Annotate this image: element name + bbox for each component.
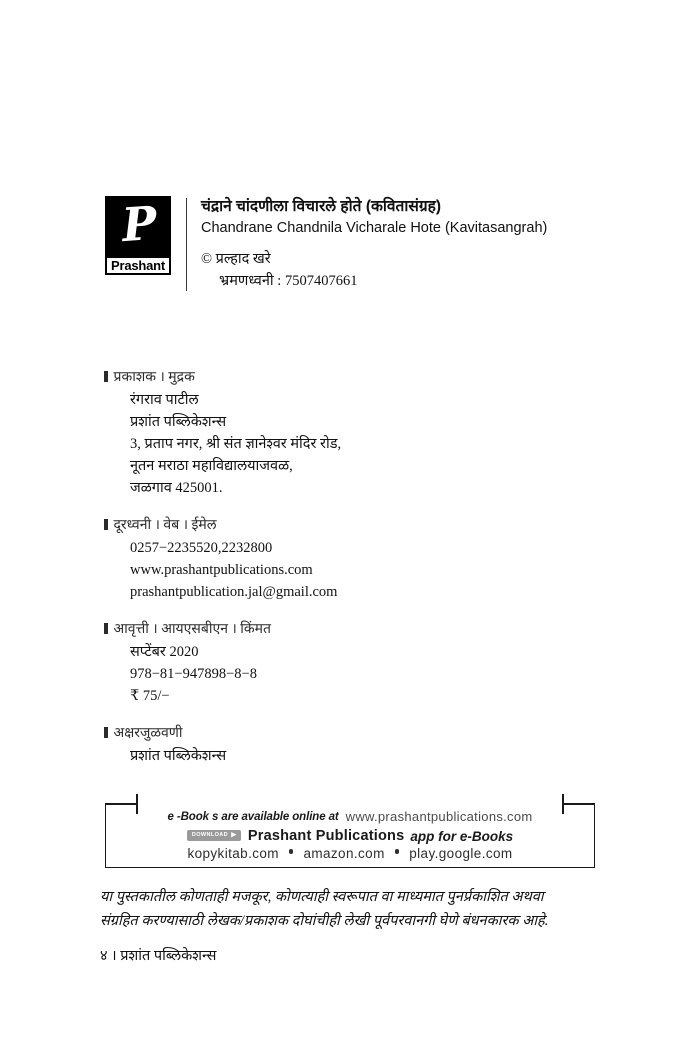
detail-lines [104,745,564,767]
imprint-details [104,368,564,767]
detail-line: प्रशांत पब्लिकेशन्स [130,414,227,430]
masthead [103,196,603,291]
detail-heading-label: आवृत्ती । आयएसबीएन । किंमत [113,622,271,637]
detail-heading-label: दूरध्वनी । वेब । ईमेल [113,518,217,533]
ebook-tagline-row [167,809,532,824]
detail-lines [104,389,564,499]
legal-notice-line: संग्रहित करण्यासाठी लेखक/प्रकाशक दोघांचीही लेखी पूर्वपरवानगी घेणे बंधनकारक आहे. [100,913,549,929]
page-footer: ४ । प्रशांत पब्लिकेशन्स [100,948,217,964]
detail-line-phone: 0257−2235520,2232800 [130,540,273,556]
copyright-holder: © प्रल्हाद खरे [201,251,271,267]
detail-line-email[interactable]: prashantpublication.jal@gmail.com [130,584,338,600]
detail-lines [104,641,564,707]
detail-line-edition: सप्टेंबर 2020 [130,644,199,660]
detail-heading [104,620,564,640]
ebook-content [105,803,595,868]
store-link-playgoogle[interactable]: play.google.com [409,846,513,861]
detail-line-price: ₹ 75/− [130,688,170,704]
logo-wordmark: Prashant [105,258,171,275]
book-title-marathi: चंद्राने चांदणीला विचारले होते (कवितासंग्रह) [201,198,441,215]
ebook-app-text: app for e-Books [410,828,514,844]
detail-block-contact [104,516,564,603]
bullet-marker-icon [104,623,108,634]
detail-heading [104,368,564,388]
detail-block-edition-isbn-price [104,620,564,707]
detail-line: नूतन मराठा महाविद्यालयाजवळ, [130,458,293,474]
detail-line: 3, प्रताप नगर, श्री संत ज्ञानेश्वर मंदिर रोड, [130,436,342,452]
legal-notice [100,885,600,933]
detail-lines [104,537,564,603]
detail-line: प्रशांत पब्लिकेशन्स [130,748,227,764]
author-phone: भ्रमणध्वनी : 7507407661 [219,273,358,289]
ebook-stores-row [187,846,512,861]
store-link-amazon[interactable]: amazon.com [303,846,385,861]
detail-block-typesetting [104,724,564,767]
bullet-marker-icon [104,371,108,382]
separator-dot-icon [289,849,294,854]
bullet-marker-icon [104,727,108,738]
publisher-logo [103,196,173,275]
detail-line-website[interactable]: www.prashantpublications.com [130,562,313,578]
detail-heading-label: प्रकाशक । मुद्रक [113,370,195,385]
bullet-marker-icon [104,519,108,530]
prashant-logo-icon [105,196,171,258]
detail-line: रंगराव पाटील [130,392,199,408]
detail-line-isbn: 978−81−947898−8−8 [130,666,257,682]
detail-line: जळगाव 425001. [130,480,223,496]
book-title-transliteration: Chandrane Chandnila Vicharale Hote (Kavitasangrah) [201,220,548,236]
detail-heading [104,516,564,536]
ebook-promo-box [105,803,595,868]
ebook-brand-name: Prashant Publications [247,828,405,844]
logo-monogram: P [119,195,159,253]
download-badge-icon[interactable] [187,830,241,841]
store-link-kopykitab[interactable]: kopykitab.com [187,846,279,861]
masthead-text [187,196,603,291]
detail-heading-label: अक्षरजुळवणी [113,726,183,741]
download-badge-label: DOWNLOAD [191,831,229,838]
play-triangle-icon: ▶ [231,831,237,838]
detail-block-publisher-printer [104,368,564,499]
detail-heading [104,724,564,744]
ebook-app-row [187,828,513,844]
separator-dot-icon [395,849,400,854]
legal-notice-line: या पुस्तकातील कोणताही मजकूर, कोणत्याही स्वरूपात वा माध्यमात पुनर्प्रकाशित अथवा [100,889,544,905]
ebook-website-link[interactable]: www.prashantpublications.com [345,809,533,824]
ebook-tagline: e -Book s are available online at [167,810,339,823]
